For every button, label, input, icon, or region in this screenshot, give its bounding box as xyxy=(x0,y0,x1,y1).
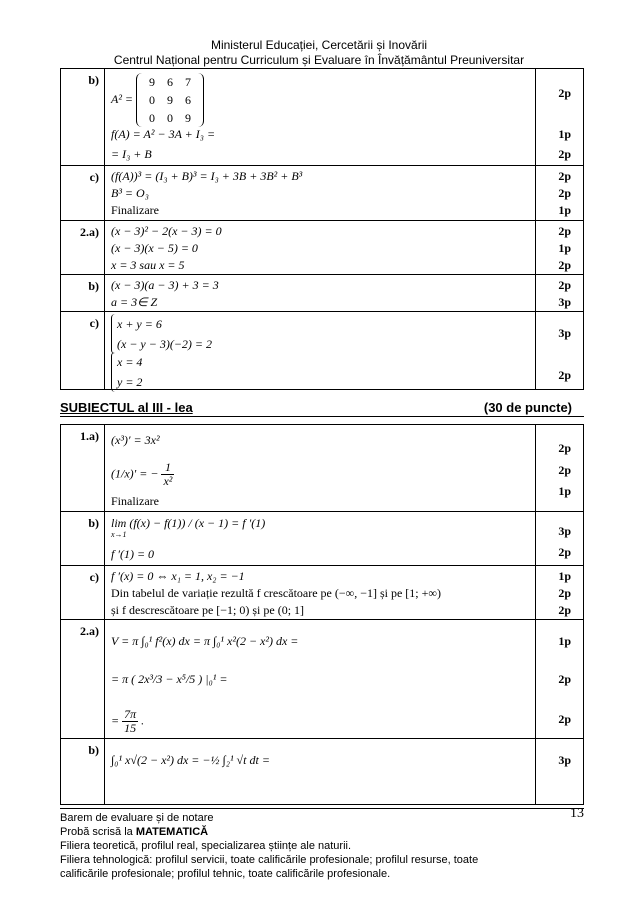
numerator: 1 xyxy=(161,461,174,475)
points: 2p xyxy=(558,278,571,292)
points: 2p xyxy=(558,545,571,559)
section-title xyxy=(60,400,584,417)
matrix-cell: 6 xyxy=(185,93,192,107)
matrix-cell: 9 xyxy=(167,93,174,107)
ministry-header: Ministerul Educației, Cercetării și Inovării xyxy=(210,38,428,52)
formula-line: f(A) = A² − 3A + I₃ = xyxy=(111,127,216,141)
points: 1p xyxy=(558,241,571,255)
equation: y = 2 xyxy=(117,375,143,389)
system-2 xyxy=(111,352,142,392)
item-label: c) xyxy=(61,312,105,390)
section-points: (30 de puncte) xyxy=(483,400,572,415)
points-cell xyxy=(536,312,584,390)
formula-line: (x − 3)(x − 5) = 0 xyxy=(111,241,198,255)
points: 2p xyxy=(558,368,571,382)
points-cell xyxy=(536,512,584,566)
formula-line: (x³)′ = 3x² xyxy=(111,433,160,447)
item-label: c) xyxy=(61,566,105,620)
formula-line: (x − 3)² − 2(x − 3) = 0 xyxy=(111,224,222,238)
matrix-lhs: A² = xyxy=(111,91,134,106)
table-row xyxy=(61,566,584,620)
points: 1p xyxy=(558,203,571,217)
item-body xyxy=(105,425,536,512)
formula-line: f ′(x) = 0 ⇔ x₁ = 1, x₂ = −1 xyxy=(111,569,245,583)
section-heading: SUBIECTUL al III - lea xyxy=(60,400,193,415)
matrix-cell: 0 xyxy=(149,111,156,125)
item-body xyxy=(105,166,536,221)
item-label: b) xyxy=(61,275,105,312)
item-label: b) xyxy=(61,739,105,805)
matrix-cell: 7 xyxy=(185,75,192,89)
item-label: 1.a) xyxy=(61,425,105,512)
formula-line: (x − 3)(a − 3) + 3 = 3 xyxy=(111,278,219,292)
item-body xyxy=(105,620,536,739)
formula-line: V = π ∫₀¹ f²(x) dx = π ∫₀¹ x²(2 − x²) dx = xyxy=(111,634,299,648)
formula-line: (f(A))³ = (I₃ + B)³ = I₃ + 3B + 3B² + B³ xyxy=(111,169,303,183)
footer-line: Barem de evaluare și de notare xyxy=(60,812,214,824)
derivative-lhs: (1/x)′ = − xyxy=(111,466,159,481)
item-label: 2.a) xyxy=(61,620,105,739)
center-header: Centrul Național pentru Curriculum și Evaluare în Învățământul Preuniversitar xyxy=(113,53,525,67)
table-row xyxy=(61,739,584,805)
fraction xyxy=(161,461,174,488)
points: 1p xyxy=(558,569,571,583)
equation: x + y = 6 xyxy=(117,317,162,331)
formula-line: = I₃ + B xyxy=(111,147,152,161)
points: 3p xyxy=(558,524,571,538)
formula-line: lim (f(x) − f(1)) / (x − 1) = f ′(1) xyxy=(111,516,266,530)
points: 2p xyxy=(558,224,571,238)
points: 2p xyxy=(558,463,571,477)
footer-line: calificările profesionale; profilul tehnic, toate calificările profesionale. xyxy=(60,868,391,880)
matrix-cell: 0 xyxy=(167,111,174,125)
matrix-cell: 0 xyxy=(149,93,156,107)
limit-subscript: x→1 xyxy=(111,530,127,539)
points: 2p xyxy=(558,86,571,100)
formula-line: B³ = O₃ xyxy=(111,186,149,200)
points: 1p xyxy=(558,484,571,498)
item-label: b) xyxy=(61,512,105,566)
points: 2p xyxy=(558,586,571,600)
points: 2p xyxy=(558,712,571,726)
equation: (x − y − 3)(−2) = 2 xyxy=(117,337,213,351)
page-number: 13 xyxy=(570,806,584,821)
item-body xyxy=(105,312,536,390)
formula-line: Finalizare xyxy=(111,203,159,217)
points-cell xyxy=(536,69,584,166)
numerator: 7π xyxy=(124,707,137,721)
formula-line: ∫₀¹ x√(2 − x²) dx = −½ ∫₂¹ √t dt = xyxy=(111,753,270,767)
points-cell xyxy=(536,275,584,312)
formula-line: x = 3 sau x = 5 xyxy=(111,258,185,272)
scoring-table-3 xyxy=(60,424,584,805)
fraction xyxy=(122,708,138,735)
formula-line xyxy=(111,708,144,735)
points: 3p xyxy=(558,753,571,767)
table-row xyxy=(61,512,584,566)
formula-line: Finalizare xyxy=(111,494,159,508)
points-cell xyxy=(536,166,584,221)
item-body xyxy=(105,221,536,275)
period: . xyxy=(141,713,145,728)
footer-line xyxy=(60,825,584,839)
footer xyxy=(60,808,584,881)
points: 3p xyxy=(558,326,571,340)
footer-line: Filiera tehnologică: profilul servicii, toate calificările profesionale; profilul resurse, toate xyxy=(60,854,479,866)
table-row xyxy=(61,221,584,275)
points: 2p xyxy=(558,603,571,617)
brace xyxy=(111,314,212,354)
table-row xyxy=(61,69,584,166)
points-cell xyxy=(536,221,584,275)
points-cell xyxy=(536,620,584,739)
item-body xyxy=(105,566,536,620)
formula-line: Din tabelul de variație rezultă f crescătoare pe (−∞, −1] și pe [1; +∞) xyxy=(111,586,441,600)
points-cell xyxy=(536,566,584,620)
table-row xyxy=(61,275,584,312)
points: 2p xyxy=(558,169,571,183)
points: 2p xyxy=(558,186,571,200)
formula-line xyxy=(111,461,174,488)
item-label: c) xyxy=(61,166,105,221)
denominator: 15 xyxy=(124,721,137,735)
item-body xyxy=(105,69,536,166)
item-body xyxy=(105,512,536,566)
formula-line: a = 3∈ Z xyxy=(111,295,158,309)
equals: = xyxy=(111,713,120,728)
table-row xyxy=(61,312,584,390)
formula-line: = π ( 2x³/3 − x⁵/5 ) |₀¹ = xyxy=(111,672,228,686)
item-label: b) xyxy=(61,69,105,166)
matrix xyxy=(136,73,204,127)
points: 2p xyxy=(558,147,571,161)
footer-text: Probă scrisă la xyxy=(60,826,136,838)
points-cell xyxy=(536,739,584,805)
points: 1p xyxy=(558,127,571,141)
matrix-line xyxy=(111,73,204,127)
item-body xyxy=(105,739,536,805)
equation: x = 4 xyxy=(117,355,143,369)
formula-line: f ′(1) = 0 xyxy=(111,547,155,561)
footer-line: Filiera teoretică, profilul real, specializarea științe ale naturii. xyxy=(60,840,352,852)
item-label: 2.a) xyxy=(61,221,105,275)
points-cell xyxy=(536,425,584,512)
points: 2p xyxy=(558,441,571,455)
table-row xyxy=(61,425,584,512)
matrix-cell: 9 xyxy=(149,75,156,89)
system-1 xyxy=(111,314,212,354)
table-row xyxy=(61,620,584,739)
denominator: x² xyxy=(163,474,173,488)
points: 1p xyxy=(558,634,571,648)
item-body xyxy=(105,275,536,312)
brace xyxy=(111,352,142,392)
matrix-cell: 9 xyxy=(185,111,192,125)
table-row xyxy=(61,166,584,221)
footer-subject: MATEMATICĂ xyxy=(135,826,209,838)
points: 2p xyxy=(558,672,571,686)
points: 2p xyxy=(558,258,571,272)
points: 3p xyxy=(558,295,571,309)
scoring-table-2 xyxy=(60,68,584,390)
formula-line: și f descrescătoare pe [−1; 0) și pe (0; 1] xyxy=(111,603,305,617)
matrix-cell: 6 xyxy=(167,75,174,89)
